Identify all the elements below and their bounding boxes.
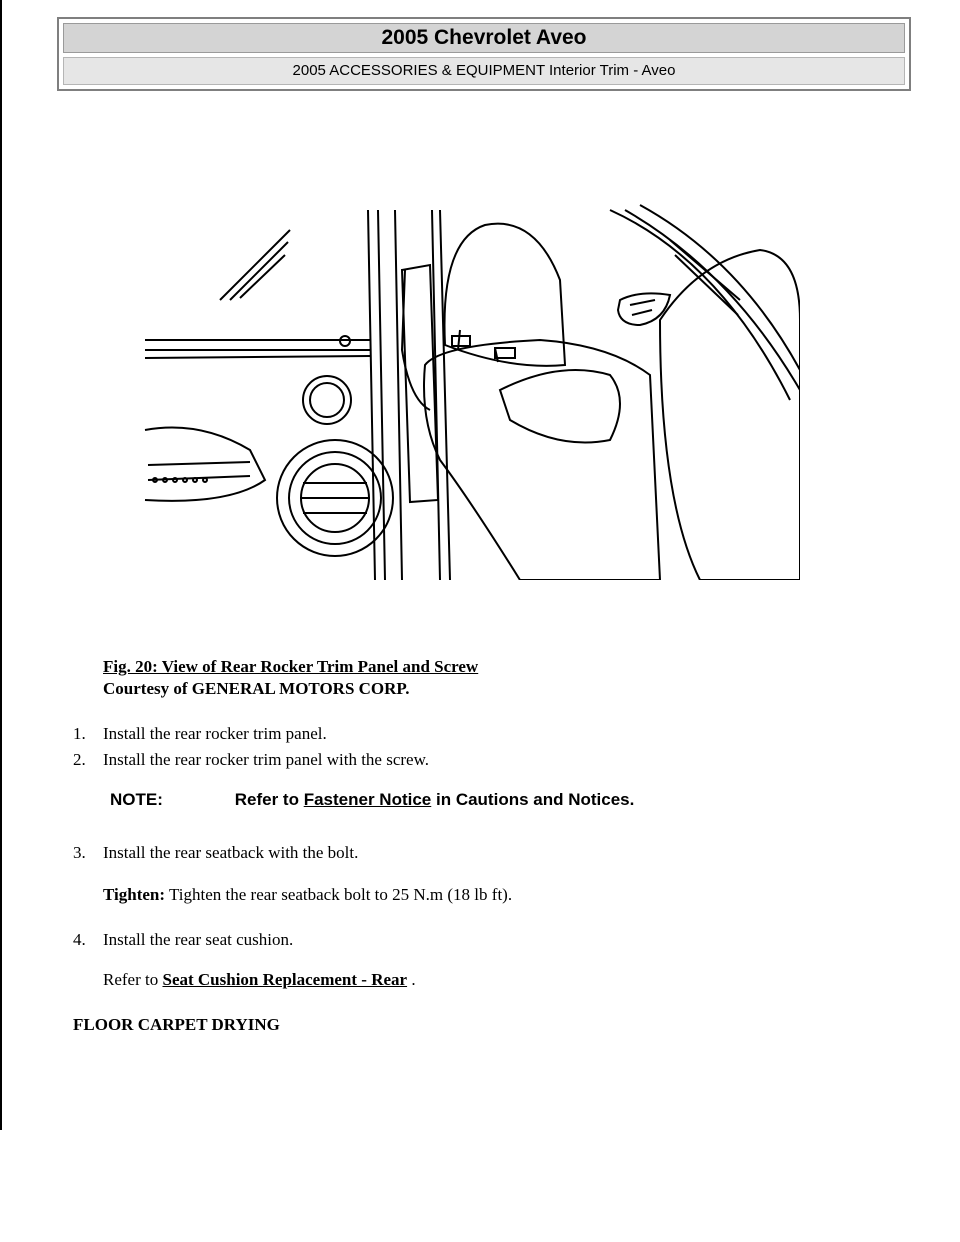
step-4: [73, 930, 293, 950]
step-number: 3.: [73, 843, 86, 862]
fastener-notice-link[interactable]: Fastener Notice: [303, 790, 432, 809]
note-suffix: in Cautions and Notices.: [435, 790, 635, 809]
step-text: Install the rear seat cushion.: [103, 930, 294, 949]
step-1: [73, 724, 327, 744]
tighten-label: Tighten:: [103, 885, 166, 904]
step-text: Install the rear rocker trim panel with the screw.: [103, 750, 430, 769]
header-subtitle: 2005 ACCESSORIES & EQUIPMENT Interior Trim - Aveo: [63, 57, 905, 85]
step-text: Install the rear seatback with the bolt.: [103, 843, 359, 862]
tighten-spec: [103, 885, 512, 905]
figure-caption: [103, 656, 478, 700]
note-label: NOTE:: [110, 790, 163, 809]
refer-prefix: Refer to: [103, 970, 159, 989]
refer-suffix: .: [411, 970, 416, 989]
step-number: 1.: [73, 724, 86, 743]
header-title: 2005 Chevrolet Aveo: [63, 23, 905, 53]
section-heading: FLOOR CARPET DRYING: [73, 1015, 280, 1034]
refer-line: [103, 970, 416, 990]
page-edge-rule: [0, 0, 2, 1130]
figure-credit: Courtesy of GENERAL MOTORS CORP.: [103, 679, 410, 698]
step-number: 2.: [73, 750, 86, 769]
tighten-text: Tighten the rear seatback bolt to 25 N.m (18 lb ft).: [169, 885, 513, 904]
rocker-trim-illustration: [140, 200, 800, 580]
step-2: [73, 750, 429, 770]
step-3: [73, 843, 358, 863]
figure-title: Fig. 20: View of Rear Rocker Trim Panel and Screw: [103, 657, 479, 676]
step-number: 4.: [73, 930, 86, 949]
document-header: [57, 17, 911, 91]
step-text: Install the rear rocker trim panel.: [103, 724, 327, 743]
note-prefix: Refer to: [234, 790, 299, 809]
note: [110, 790, 634, 810]
seat-cushion-replacement-link[interactable]: Seat Cushion Replacement - Rear: [162, 970, 408, 989]
